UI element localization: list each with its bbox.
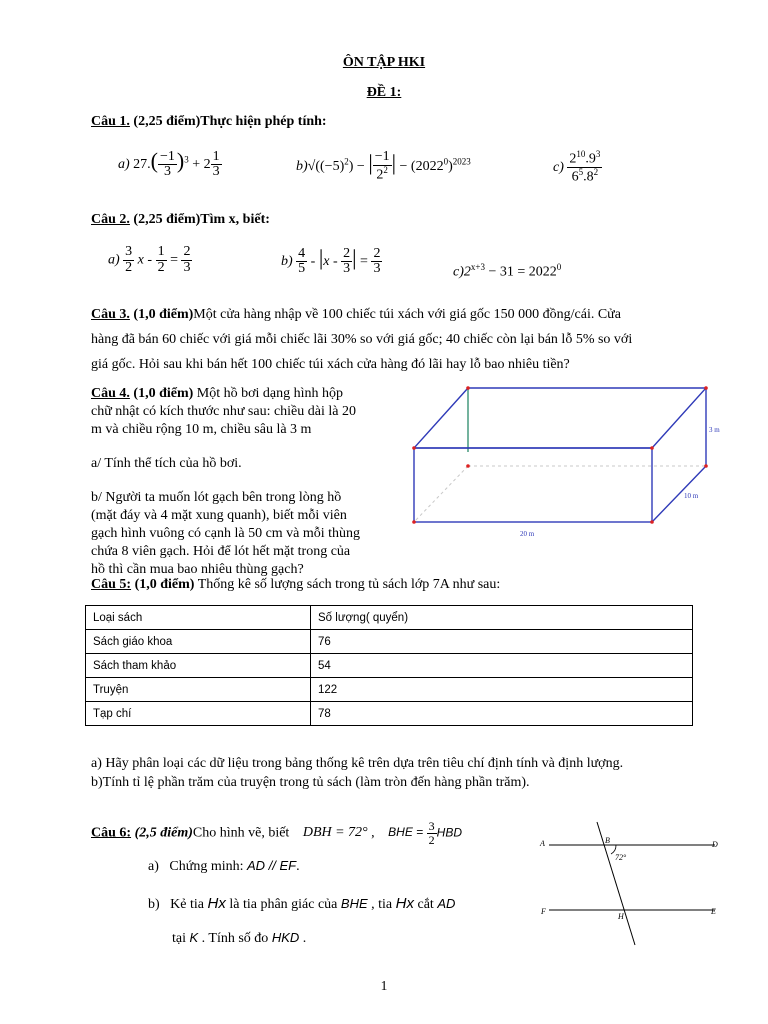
vertex-dots bbox=[412, 386, 708, 524]
q4-part-b4: chứa 8 viên gạch. Hỏi để lót hết mặt trong của bbox=[91, 544, 351, 559]
q2-c-rest: − 31 = 2022 bbox=[484, 264, 557, 280]
q2-b-prefix: b) bbox=[281, 254, 293, 269]
q6-points: (2,5 điểm) bbox=[131, 825, 193, 841]
q1-c-prefix: c) bbox=[553, 160, 564, 176]
q1-heading bbox=[91, 114, 327, 130]
q6-task: Cho hình vẽ, biết bbox=[192, 825, 290, 841]
q3-line1: Một cửa hàng nhập về 100 chiếc túi xách với giá gốc 150 000 đồng/cái. Cửa bbox=[193, 307, 621, 322]
q6-a-text: Chứng minh: bbox=[169, 859, 244, 874]
table-header-cell: Loại sách bbox=[86, 606, 311, 630]
table-header-cell: Số lượng( quyển) bbox=[311, 606, 693, 630]
q4-label: Câu 4. bbox=[91, 386, 130, 401]
q1-label: Câu 1. bbox=[91, 114, 130, 129]
q6-part-b bbox=[148, 895, 455, 913]
q6-b-text4: cắt bbox=[417, 897, 434, 912]
transversal-line bbox=[597, 822, 635, 945]
q4-part-b2: (mặt đáy và 4 mặt xung quanh), biết mỗi viên bbox=[91, 508, 347, 523]
q1-b-prefix: b) bbox=[296, 159, 308, 174]
table-cell: Sách giáo khoa bbox=[86, 630, 311, 654]
q2-label: Câu 2. bbox=[91, 212, 130, 227]
q6-given2-den: 2 bbox=[428, 832, 435, 847]
q4-intro1: Một hồ bơi dạng hình hộp bbox=[193, 386, 344, 401]
q6-b-hkd: HKD bbox=[271, 930, 300, 945]
table-row bbox=[86, 654, 693, 678]
q6-b-k: K bbox=[189, 930, 199, 945]
table-cell: 122 bbox=[311, 678, 693, 702]
q1-points: (2,25 điểm) bbox=[133, 114, 201, 129]
q1-expr-a: a) 27.( $\frac{-1}{3}$ )$^3$ + 2 $\frac{1}{3}$ bbox=[118, 148, 220, 180]
q6-b-hx2: Hx bbox=[395, 895, 414, 912]
q3-label: Câu 3. bbox=[91, 307, 130, 322]
q2-expr-b: b) $\frac{4}{5}$ - |x - $\frac{2}{3}$ | = $\frac{2}{3}$ bbox=[281, 245, 381, 277]
q3-block bbox=[91, 302, 706, 377]
table-cell: 76 bbox=[311, 630, 693, 654]
q2-expr-a: a) $\frac{3}{2}$ x - $\frac{1}{2}$ = $\frac{2}{3}$ bbox=[108, 244, 191, 275]
point-h-label: H bbox=[618, 912, 624, 921]
q5-part-b: b)Tính tỉ lệ phần trăm của truyện trong tủ sách (làm tròn đến hàng phần trăm). bbox=[91, 775, 530, 790]
q6-b-text3: , tia bbox=[371, 897, 393, 912]
q2-c-exp2: 0 bbox=[556, 262, 562, 272]
q1-task: Thực hiện phép tính: bbox=[200, 114, 327, 129]
q4-block bbox=[91, 385, 401, 579]
label-height: 3 m bbox=[709, 426, 720, 434]
table-cell: Sách tham khảo bbox=[86, 654, 311, 678]
table-header-row bbox=[86, 606, 693, 630]
q4-part-b3: gạch hình vuông có cạnh là 50 cm và mỗi thùng bbox=[91, 526, 361, 541]
q6-given2-right: HBD bbox=[436, 825, 463, 840]
q6-given2-left: BHE = bbox=[388, 825, 424, 840]
q5-label: Câu 5: bbox=[91, 577, 132, 592]
q5-part-a: a) Hãy phân loại các dữ liệu trong bảng thống kê trên dựa trên tiêu chí định tính và định lượng. bbox=[91, 756, 624, 771]
q6-b-ad: AD bbox=[437, 896, 456, 911]
pool-box-figure bbox=[400, 380, 730, 550]
q1-expr-b: $b)√((-5)^2)$ − | $\frac{-1}{2^2}$ | − $(2022^0)^{2023}$ bbox=[296, 149, 471, 183]
point-d-label: D bbox=[712, 840, 718, 849]
table-row bbox=[86, 630, 693, 654]
q6-b-text2: là tia phân giác của bbox=[229, 897, 338, 912]
q2-heading bbox=[91, 212, 270, 228]
q6-b-text5: tại bbox=[172, 931, 186, 946]
q6-a-math: AD // EF bbox=[247, 858, 297, 873]
q4-intro2: chữ nhật có kích thước như sau: chiều dài là 20 bbox=[91, 404, 356, 419]
q6-b-bhe: BHE bbox=[340, 896, 368, 911]
table-cell: Tạp chí bbox=[86, 702, 311, 726]
exam-subtitle: ĐỀ 1: bbox=[366, 85, 402, 100]
table-cell: Truyện bbox=[86, 678, 311, 702]
q6-b-hx: Hx bbox=[207, 895, 226, 912]
parallel-lines-figure bbox=[535, 820, 730, 950]
q6-b-label: b) bbox=[148, 897, 160, 912]
book-stats-table bbox=[85, 605, 693, 726]
q1-a-prefix: a) bbox=[118, 157, 130, 172]
q6-b-text6: . Tính số đo bbox=[201, 931, 269, 946]
q2-points: (2,25 điểm) bbox=[133, 212, 201, 227]
q6-given-angle1: DBH = 72° bbox=[302, 825, 368, 841]
point-e-label: E bbox=[711, 907, 716, 916]
point-b-label: B bbox=[605, 836, 610, 845]
table-cell: 78 bbox=[311, 702, 693, 726]
q2-c-base: c)2 bbox=[453, 264, 471, 280]
q5-task: Thống kê số lượng sách trong tủ sách lớp 7A như sau: bbox=[194, 577, 501, 592]
q6-label: Câu 6: bbox=[91, 825, 132, 841]
hidden-edge bbox=[414, 466, 468, 522]
table-row bbox=[86, 702, 693, 726]
q2-a-prefix: a) bbox=[108, 252, 120, 268]
q5-points: (1,0 điểm) bbox=[131, 577, 195, 592]
q6-heading: Câu 6: (2,5 điểm)Cho hình vẽ, biết DBH = 72° , BHE = $\frac{3}{2}$ HBD bbox=[91, 819, 463, 847]
q3-line2: hàng đã bán 60 chiếc với giá mỗi chiếc lãi 30% so với giá gốc; 40 chiếc còn lại bán lỗ 5% so với bbox=[91, 332, 633, 347]
q4-part-a: a/ Tính thể tích của hồ bơi. bbox=[91, 456, 242, 471]
q6-part-b-cont: tại K . Tính số đo HKD . bbox=[172, 930, 307, 946]
q5-heading bbox=[91, 577, 500, 593]
table-row bbox=[86, 678, 693, 702]
q4-part-b1: b/ Người ta muốn lót gạch bên trong lòng hồ bbox=[91, 490, 342, 505]
point-a-label: A bbox=[540, 839, 545, 848]
page-number: 1 bbox=[380, 978, 388, 993]
q4-points: (1,0 điểm) bbox=[129, 386, 194, 401]
q1-expr-c: c) $\frac{2^{10}.9^3}{6^5.8^2}$ bbox=[553, 149, 601, 185]
q4-intro3: m và chiều rộng 10 m, chiều sâu là 3 m bbox=[91, 422, 312, 437]
q6-given2-num: 3 bbox=[428, 819, 435, 833]
point-f-label: F bbox=[541, 907, 546, 916]
q2-c-exp: x+3 bbox=[470, 262, 485, 272]
q4-part-b5: hồ thì cần mua bao nhiêu thùng gạch? bbox=[91, 562, 304, 577]
table-cell: 54 bbox=[311, 654, 693, 678]
q3-line3: giá gốc. Hỏi sau khi bán hết 100 chiếc túi xách cửa hàng đó lãi hay lỗ bao nhiêu tiền? bbox=[91, 357, 570, 372]
label-length: 20 m bbox=[520, 530, 535, 538]
label-width: 10 m bbox=[684, 492, 699, 500]
q2-expr-c bbox=[453, 262, 561, 281]
page-title: ÔN TẬP HKI bbox=[342, 55, 426, 70]
q6-b-text1: Kẻ tia bbox=[170, 897, 204, 912]
q6-a-label: a) bbox=[148, 859, 159, 874]
q6-part-a: a) Chứng minh: AD // EF. bbox=[148, 858, 300, 874]
q3-points: (1,0 điểm) bbox=[133, 307, 194, 322]
top-face bbox=[414, 388, 706, 448]
angle-label: 72° bbox=[615, 853, 627, 862]
q2-task: Tìm x, biết: bbox=[200, 212, 270, 227]
